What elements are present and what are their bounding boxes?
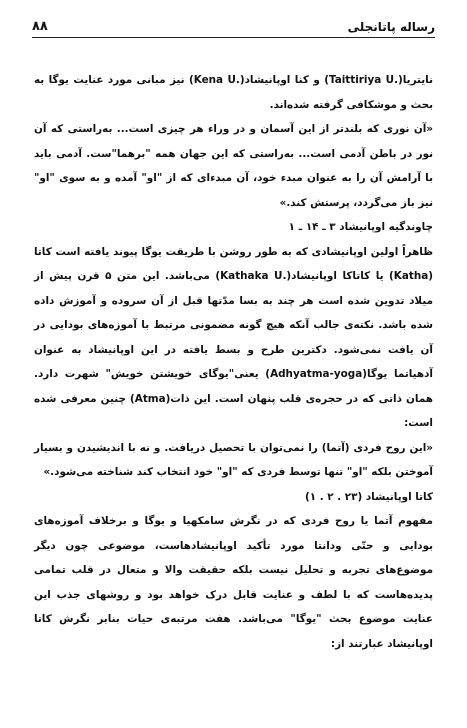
- quote-chandogya: «آن نوری که بلندتر از این آسمان و در وراء هر چیزی است... به‌راستی که آن نور در باطن آدمی است... به‌راستی که این جهان همه "برهما"ست. آدمی باید با آرامش آن را به عنوان مبدء خود، آن مبدءای که از "او" آمده و به سوی "او" نیز باز می‌گردد، پرستش کند.»: [34, 123, 433, 209]
- citation-katha: کاتا اوپانیشاد (۲۳ . ۲ . ۱): [304, 490, 433, 503]
- citation-chandogya: چاوندگیه اوپانیشاد ۳ ـ ۱۴ ـ ۱: [288, 221, 433, 233]
- paragraph-atma: مفهوم آتما یا روح فردی که در نگرش سامکهیا و یوگا و برخلاف آموزه‌های بودایی و حتّی ودانتا مورد تأکید اوپانیشادهاست، موضوعی چون دیگر موضوع‌های تجربه و تحلیل نیست بلکه حقیقت والا و متعال در قلب تمامی پدیده‌هاست که با لطف و عنایت قابل درک خواهد بود و روشهای جذب این عنایت موضوع بحث "یوگا" می‌باشد. هفت مرتبه‌ی حیات بنابر نگرش کاتا اوپانیشاد عبارتند از:: [34, 515, 433, 650]
- paragraph-intro: نایتریا(.Taittiriya U) و کنا اوپانیشاد(.Kena U) نیز مبانی مورد عنایت یوگا به بحث و موشکافی گرفته شده‌اند.: [34, 74, 433, 111]
- page-header: [32, 10, 435, 38]
- page-number: ۸۸: [32, 19, 48, 34]
- page-body: [34, 68, 433, 656]
- paragraph-katha: ظاهراً اولین اوپانیشادی که به طور روشن با طریقت یوگا پیوند یافته است کاتا (Katha) یا کاتاکا اوپانیشاد(.Kathaka U) می‌باشد. این متن ۵ قرن پیش از میلاد تدوین شده است هر چند به بسا مدّتها قبل از آن سروده و آموزش داده شده باشد. نکته‌ی جالب آنکه هیچ گونه مضمونی مرتبط با آموزه‌های بودایی در آن یافت نمی‌شود. دکترین طرح و بسط یافته در این اوپانیشاد به عنوان آدهیاتما یوگا(Adhyatma-yoga) یعنی"یوگای خویشتن خویش" شهرت دارد. همان ذاتی که در حجره‌ی قلب پنهان است. این ذات(Atma) چنین معرفی شده است:: [34, 245, 433, 429]
- running-title: رساله پاتانجلی: [347, 20, 435, 34]
- quote-katha: «این روح فردی (آتما) را نمی‌توان با تحصیل دریافت. و نه با اندیشیدن و بسیار آموختن بلکه "او" تنها توسط فردی که "او" خود انتخاب کند شناخته می‌شود.»: [34, 441, 433, 478]
